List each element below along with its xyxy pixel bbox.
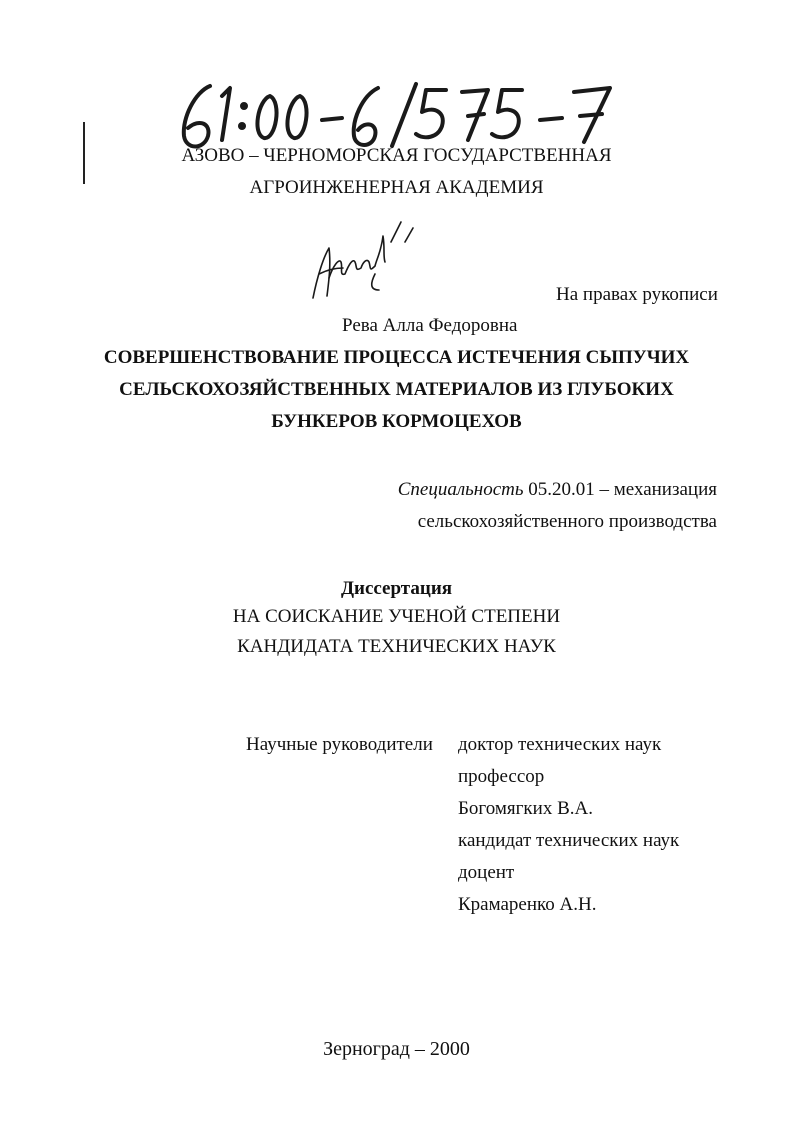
specialty-value: 05.20.01 – механизация [528,479,717,500]
supervisor-line: доктор технических наук [458,734,662,755]
supervisor-line: кандидат технических наук [458,830,680,851]
specialty-label: Специальность [397,479,524,500]
supervisors-label: Научные руководители [246,734,433,755]
supervisor-line: доцент [458,862,515,883]
supervisor-line: профессор [458,766,545,787]
dissertation-line-1: НА СОИСКАНИЕ УЧЕНОЙ СТЕПЕНИ [232,606,561,627]
supervisor-line: Крамаренко А.Н. [458,894,597,915]
institution-line-1: АЗОВО – ЧЕРНОМОРСКАЯ ГОСУДАРСТВЕННАЯ [181,145,612,166]
supervisor-line: Богомягких В.А. [458,798,593,819]
dissertation-heading: Диссертация [340,578,453,599]
handwritten-signature [305,218,425,308]
author-name: Рева Алла Федоровна [342,315,518,336]
specialty-line-1 [398,478,717,502]
title-line-1: СОВЕРШЕНСТВОВАНИЕ ПРОЦЕССА ИСТЕЧЕНИЯ СЫПУЧИХ [103,347,690,368]
city-year: Зерноград – 2000 [323,1038,470,1060]
title-line-3: БУНКЕРОВ КОРМОЦЕХОВ [271,411,522,432]
manuscript-rights: На правах рукописи [556,284,718,305]
dissertation-line-2: КАНДИДАТА ТЕХНИЧЕСКИХ НАУК [237,636,556,657]
title-line-2: СЕЛЬСКОХОЗЯЙСТВЕННЫХ МАТЕРИАЛОВ ИЗ ГЛУБОКИХ [119,379,674,400]
specialty-line-2: сельскохозяйственного производства [417,511,717,532]
institution-line-2: АГРОИНЖЕНЕРНАЯ АКАДЕМИЯ [249,177,544,198]
